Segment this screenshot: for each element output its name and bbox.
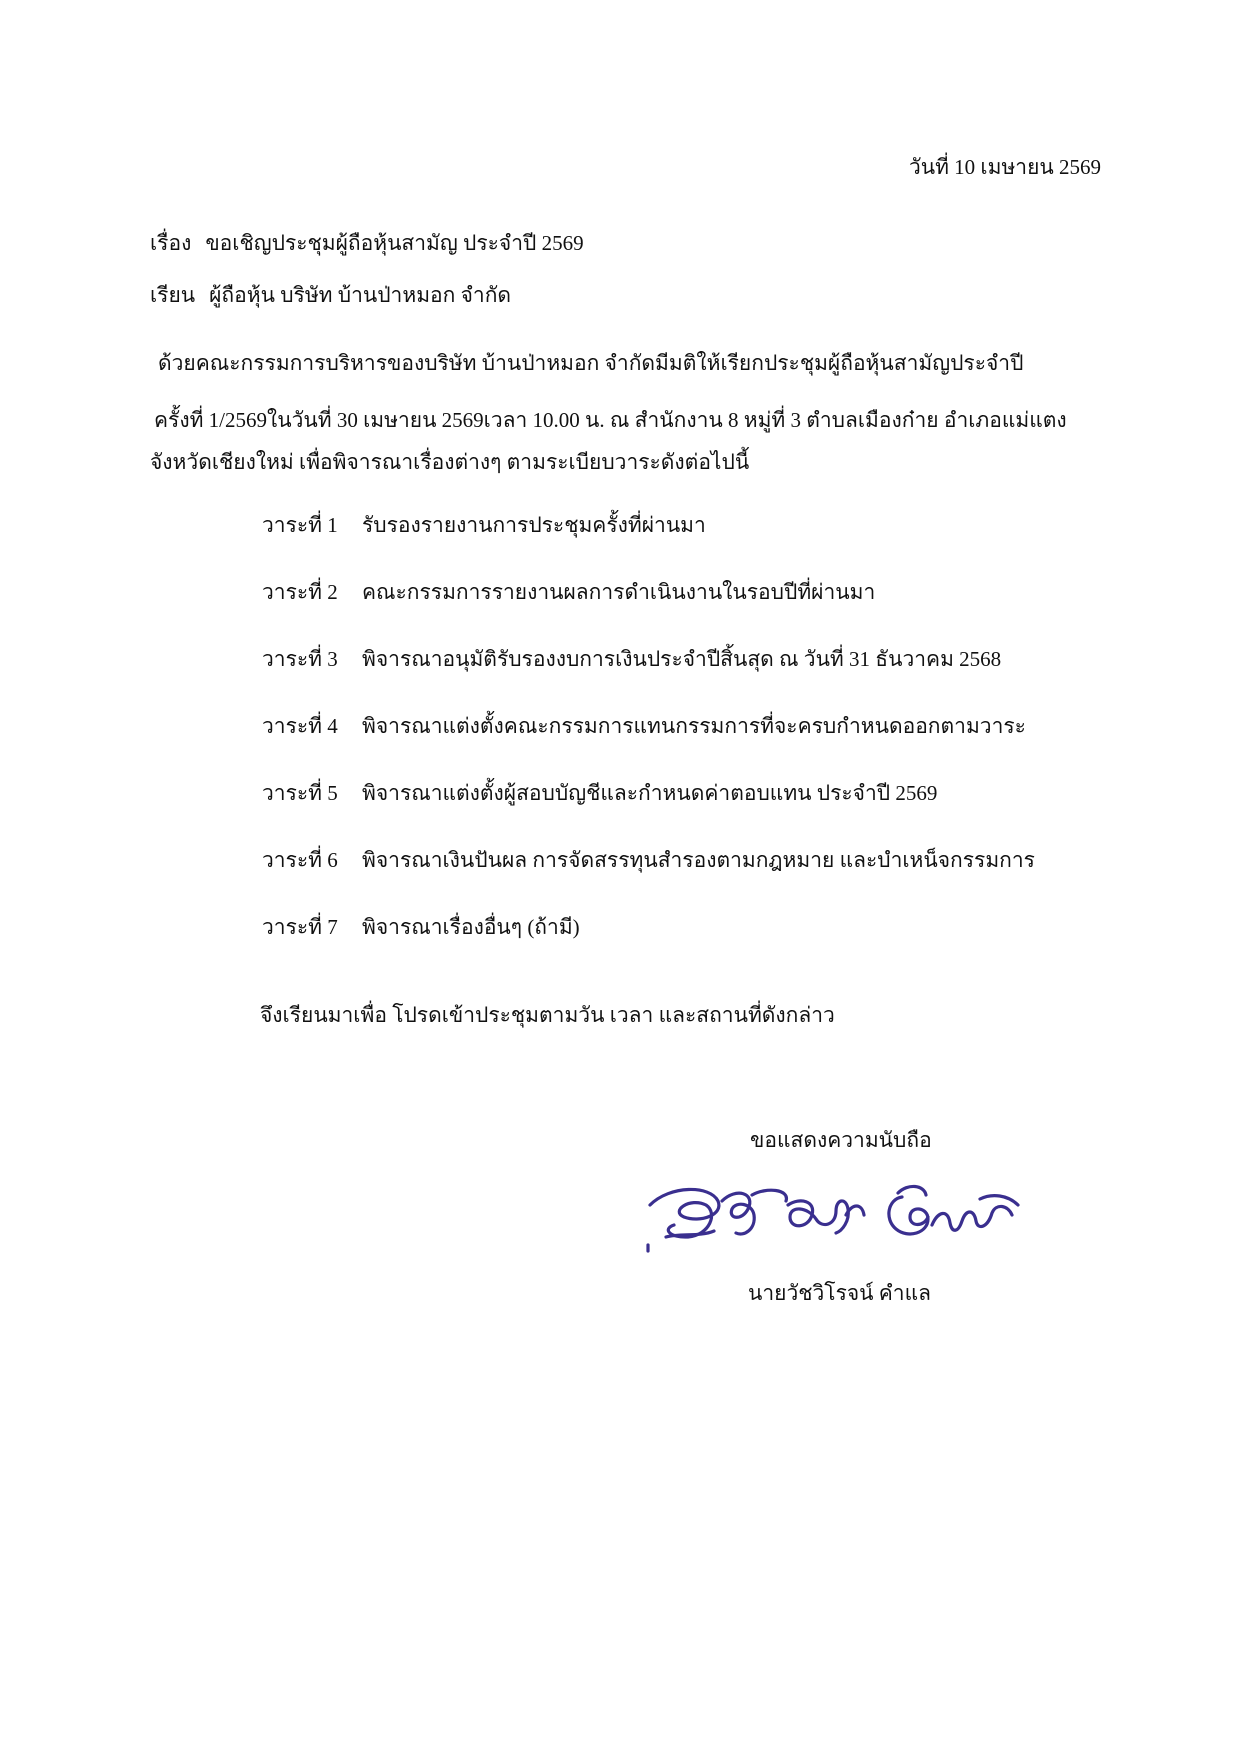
letter-date: วันที่ 10 เมษายน 2569 bbox=[908, 155, 1101, 179]
agenda-item bbox=[262, 510, 706, 540]
agenda-number: วาระที่ 5 bbox=[262, 781, 338, 805]
agenda-text: พิจารณาแต่งตั้งผู้สอบบัญชีและกำหนดค่าตอบแทน ประจำปี 2569 bbox=[362, 781, 938, 805]
subject-line bbox=[150, 228, 584, 258]
agenda-item bbox=[262, 912, 580, 942]
agenda-item bbox=[262, 845, 1035, 875]
handwritten-signature bbox=[640, 1175, 1040, 1260]
recipient-text: ผู้ถือหุ้น บริษัท บ้านป่าหมอก จำกัด bbox=[209, 283, 512, 307]
agenda-text: คณะกรรมการรายงานผลการดำเนินงานในรอบปีที่ผ่านมา bbox=[362, 580, 876, 604]
agenda-number: วาระที่ 4 bbox=[262, 714, 338, 738]
agenda-text: พิจารณาแต่งตั้งคณะกรรมการแทนกรรมการที่จะครบกำหนดออกตามวาระ bbox=[362, 714, 1026, 738]
agenda-text: รับรองรายงานการประชุมครั้งที่ผ่านมา bbox=[362, 513, 706, 537]
agenda-number: วาระที่ 7 bbox=[262, 915, 338, 939]
body-line-1: ด้วยคณะกรรมการบริหารของบริษัท บ้านป่าหมอก จำกัดมีมติให้เรียกประชุมผู้ถือหุ้นสามัญประจำปี bbox=[158, 351, 1024, 375]
recipient-label: เรียน bbox=[150, 283, 196, 307]
recipient-line bbox=[150, 280, 511, 310]
agenda-item bbox=[262, 644, 1001, 674]
signer-name: นายวัชวิโรจน์ คำแล bbox=[748, 1281, 932, 1305]
agenda-text: พิจารณาอนุมัติรับรองงบการเงินประจำปีสิ้นสุด ณ วันที่ 31 ธันวาคม 2568 bbox=[362, 647, 1002, 671]
agenda-item bbox=[262, 711, 1026, 741]
agenda-text: พิจารณาเงินปันผล การจัดสรรทุนสำรองตามกฎหมาย และบำเหน็จกรรมการ bbox=[362, 848, 1035, 872]
subject-text: ขอเชิญประชุมผู้ถือหุ้นสามัญ ประจำปี 2569 bbox=[205, 231, 584, 255]
subject-label: เรื่อง bbox=[150, 231, 192, 255]
agenda-item bbox=[262, 577, 875, 607]
agenda-number: วาระที่ 2 bbox=[262, 580, 338, 604]
agenda-number: วาระที่ 3 bbox=[262, 647, 338, 671]
regards-text: ขอแสดงความนับถือ bbox=[750, 1128, 932, 1152]
body-line-2: ครั้งที่ 1/2569ในวันที่ 30 เมษายน 2569เวลา 10.00 น. ณ สำนักงาน 8 หมู่ที่ 3 ตำบลเมืองก๋าย อำเภอแม่แตง bbox=[154, 408, 1067, 432]
agenda-number: วาระที่ 6 bbox=[262, 848, 338, 872]
body-line-3: จังหวัดเชียงใหม่ เพื่อพิจารณาเรื่องต่างๆ ตามระเบียบวาระดังต่อไปนี้ bbox=[150, 450, 750, 474]
agenda-number: วาระที่ 1 bbox=[262, 513, 338, 537]
agenda-item bbox=[262, 778, 937, 808]
closing-sentence: จึงเรียนมาเพื่อ โปรดเข้าประชุมตามวัน เวลา และสถานที่ดังกล่าว bbox=[260, 1003, 835, 1027]
agenda-text: พิจารณาเรื่องอื่นๆ (ถ้ามี) bbox=[362, 915, 580, 939]
